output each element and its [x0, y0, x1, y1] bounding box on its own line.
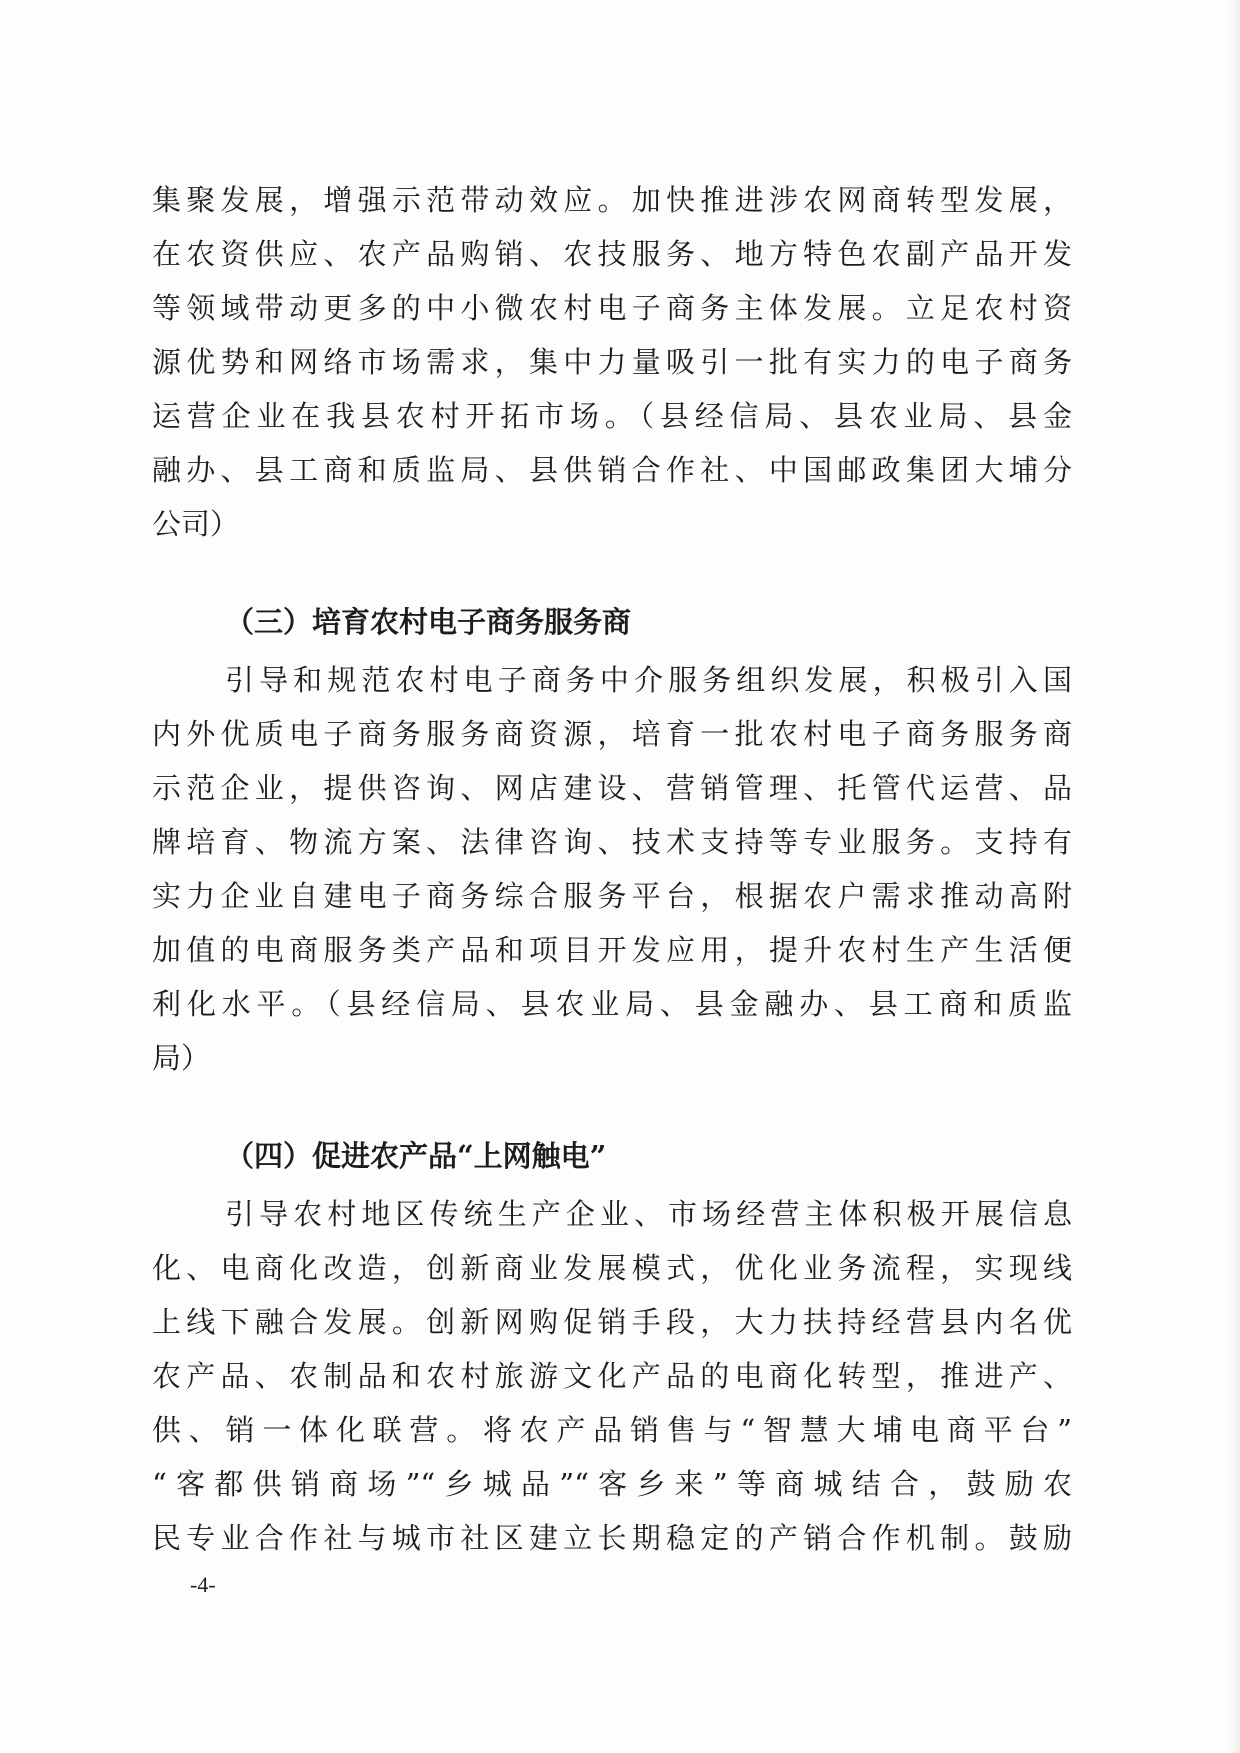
paragraph-line: 局） — [152, 1041, 211, 1075]
paragraph-line: 利化水平。（县经信局、县农业局、县金融办、县工商和质监 — [152, 987, 1072, 1021]
section-heading-3: （三）培育农村电子商务服务商 — [225, 605, 632, 639]
paragraph-line: 集聚发展，增强示范带动效应。加快推进涉农网商转型发展， — [152, 183, 1072, 217]
paragraph-line: 加值的电商服务类产品和项目开发应用，提升农村生产生活便 — [152, 933, 1072, 967]
paragraph-line: 实力企业自建电子商务综合服务平台，根据农户需求推动高附 — [152, 879, 1072, 913]
paragraph-line: 民专业合作社与城市社区建立长期稳定的产销合作机制。鼓励 — [152, 1521, 1072, 1555]
paragraph-line: 引导和规范农村电子商务中介服务组织发展，积极引入国 — [225, 663, 1072, 697]
paragraph-line: 公司） — [152, 507, 240, 541]
paragraph-line: 示范企业，提供咨询、网店建设、营销管理、托管代运营、品 — [152, 771, 1072, 805]
page-edge-shadow — [1228, 0, 1240, 1753]
paragraph-line: 运营企业在我县农村开拓市场。（县经信局、县农业局、县金 — [152, 399, 1072, 433]
paragraph-line: 农产品、农制品和农村旅游文化产品的电商化转型，推进产、 — [152, 1359, 1072, 1393]
paragraph-line: 融办、县工商和质监局、县供销合作社、中国邮政集团大埔分 — [152, 453, 1072, 487]
paragraph-line: 上线下融合发展。创新网购促销手段，大力扶持经营县内名优 — [152, 1305, 1072, 1339]
paragraph-line: 引导农村地区传统生产企业、市场经营主体积极开展信息 — [225, 1197, 1072, 1231]
paragraph-line: 内外优质电子商务服务商资源，培育一批农村电子商务服务商 — [152, 717, 1072, 751]
paragraph-line: “客都供销商场”“乡城品”“客乡来”等商城结合，鼓励农 — [152, 1467, 1072, 1501]
page-number: -4- — [190, 1572, 216, 1597]
paragraph-line: 源优势和网络市场需求，集中力量吸引一批有实力的电子商务 — [152, 345, 1072, 379]
paragraph-line: 等领域带动更多的中小微农村电子商务主体发展。立足农村资 — [152, 291, 1072, 325]
paragraph-line: 在农资供应、农产品购销、农技服务、地方特色农副产品开发 — [152, 237, 1072, 271]
paragraph-line: 化、电商化改造，创新商业发展模式，优化业务流程，实现线 — [152, 1251, 1072, 1285]
paragraph-line: 牌培育、物流方案、法律咨询、技术支持等专业服务。支持有 — [152, 825, 1072, 859]
section-heading-4: （四）促进农产品“上网触电” — [225, 1139, 607, 1173]
paragraph-line: 供、销一体化联营。将农产品销售与“智慧大埔电商平台” — [152, 1413, 1072, 1447]
